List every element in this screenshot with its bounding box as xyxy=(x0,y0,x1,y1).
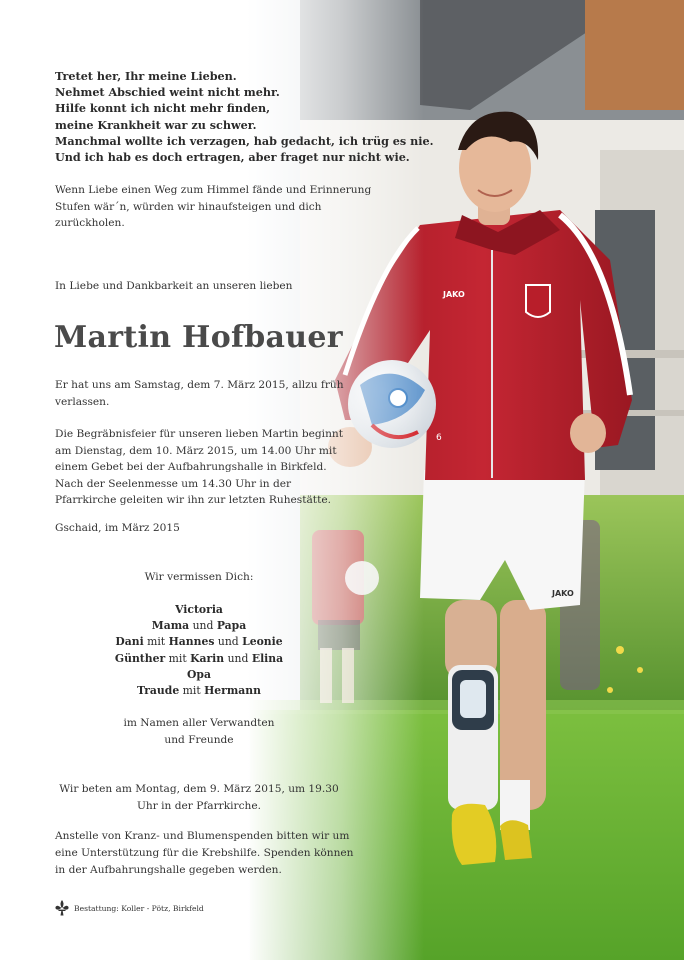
family-line xyxy=(0,683,398,699)
relatives-line: im Namen aller Verwandten xyxy=(123,717,275,729)
family-line xyxy=(0,602,398,618)
family-member: Papa xyxy=(216,619,247,633)
donation-notice: Anstelle von Kranz- und Blumenspenden bitten wir um eine Unterstützung für die Krebshilfe. Spenden können in der Aufbahrungshalle gegeben werden. xyxy=(55,830,354,876)
family-line xyxy=(0,651,398,667)
family-member: Mama xyxy=(151,619,190,633)
funeral-details: Die Begräbnisfeier für unseren lieben Martin beginnt am Dienstag, dem 10. März 2015, um 14.00 Uhr mit einem Gebet bei der Aufbahrungshalle in Birkfeld. Nach der Seelenmesse um 14.30 Uhr in der Pfarrkirche geleiten wir ihn zur letzten Ruhestätte. xyxy=(55,428,343,506)
family-separator: und xyxy=(217,635,239,649)
family-member: Dani xyxy=(115,635,144,649)
family-list xyxy=(0,602,398,699)
relatives-note xyxy=(0,715,398,749)
poem-line: Nehmet Abschied weint nicht mehr. xyxy=(55,85,280,100)
intro-line: In Liebe und Dankbarkeit an unseren lieben xyxy=(55,280,293,292)
family-line xyxy=(0,634,398,650)
family-member: Karin xyxy=(190,651,225,665)
family-separator: mit xyxy=(147,635,166,649)
footer xyxy=(55,900,204,916)
family-member: Leonie xyxy=(242,635,283,649)
we-miss-heading: Wir vermissen Dich: xyxy=(144,571,254,583)
prayer-line: Uhr in der Pfarrkirche. xyxy=(136,799,261,812)
family-member: Victoria xyxy=(175,603,223,616)
quote: Wenn Liebe einen Weg zum Himmel fände und Erinnerung Stufen wär´n, würden wir hinaufsteigen und dich zurückholen. xyxy=(55,184,372,229)
prayer-notice xyxy=(0,781,398,814)
relatives-line: und Freunde xyxy=(164,734,234,746)
family-member: Hannes xyxy=(168,635,215,649)
poem-line: Und ich hab es doch ertragen, aber fraget nur nicht wie. xyxy=(55,150,410,165)
prayer-line: Wir beten am Montag, dem 9. März 2015, um 19.30 xyxy=(59,783,339,795)
family-member: Traude xyxy=(137,684,180,698)
family-member: Günther xyxy=(114,651,166,665)
poem-line: meine Krankheit war zu schwer. xyxy=(55,117,257,132)
family-separator: mit xyxy=(168,651,187,665)
family-member: Elina xyxy=(251,651,284,665)
family-separator: mit xyxy=(182,684,201,698)
deceased-name: Martin Hofbauer xyxy=(54,320,343,355)
family-separator: und xyxy=(227,651,249,665)
family-separator: und xyxy=(192,619,214,633)
family-member: Hermann xyxy=(204,684,261,698)
family-line xyxy=(0,667,398,683)
fleur-de-lis-icon xyxy=(55,900,69,916)
poem-line: Hilfe konnt ich nicht mehr finden, xyxy=(55,101,271,116)
place-date: Gschaid, im März 2015 xyxy=(55,522,180,534)
poem xyxy=(55,68,434,165)
death-notice: Er hat uns am Samstag, dem 7. März 2015, allzu früh verlassen. xyxy=(55,379,344,408)
family-line xyxy=(0,618,398,634)
poem-line: Manchmal wollte ich verzagen, hab gedacht, ich trüg es nie. xyxy=(55,133,434,148)
funeral-home-credit: Bestattung: Koller - Pötz, Birkfeld xyxy=(74,903,204,913)
poem-line: Tretet her, Ihr meine Lieben. xyxy=(55,69,237,83)
family-member: Opa xyxy=(187,667,211,681)
